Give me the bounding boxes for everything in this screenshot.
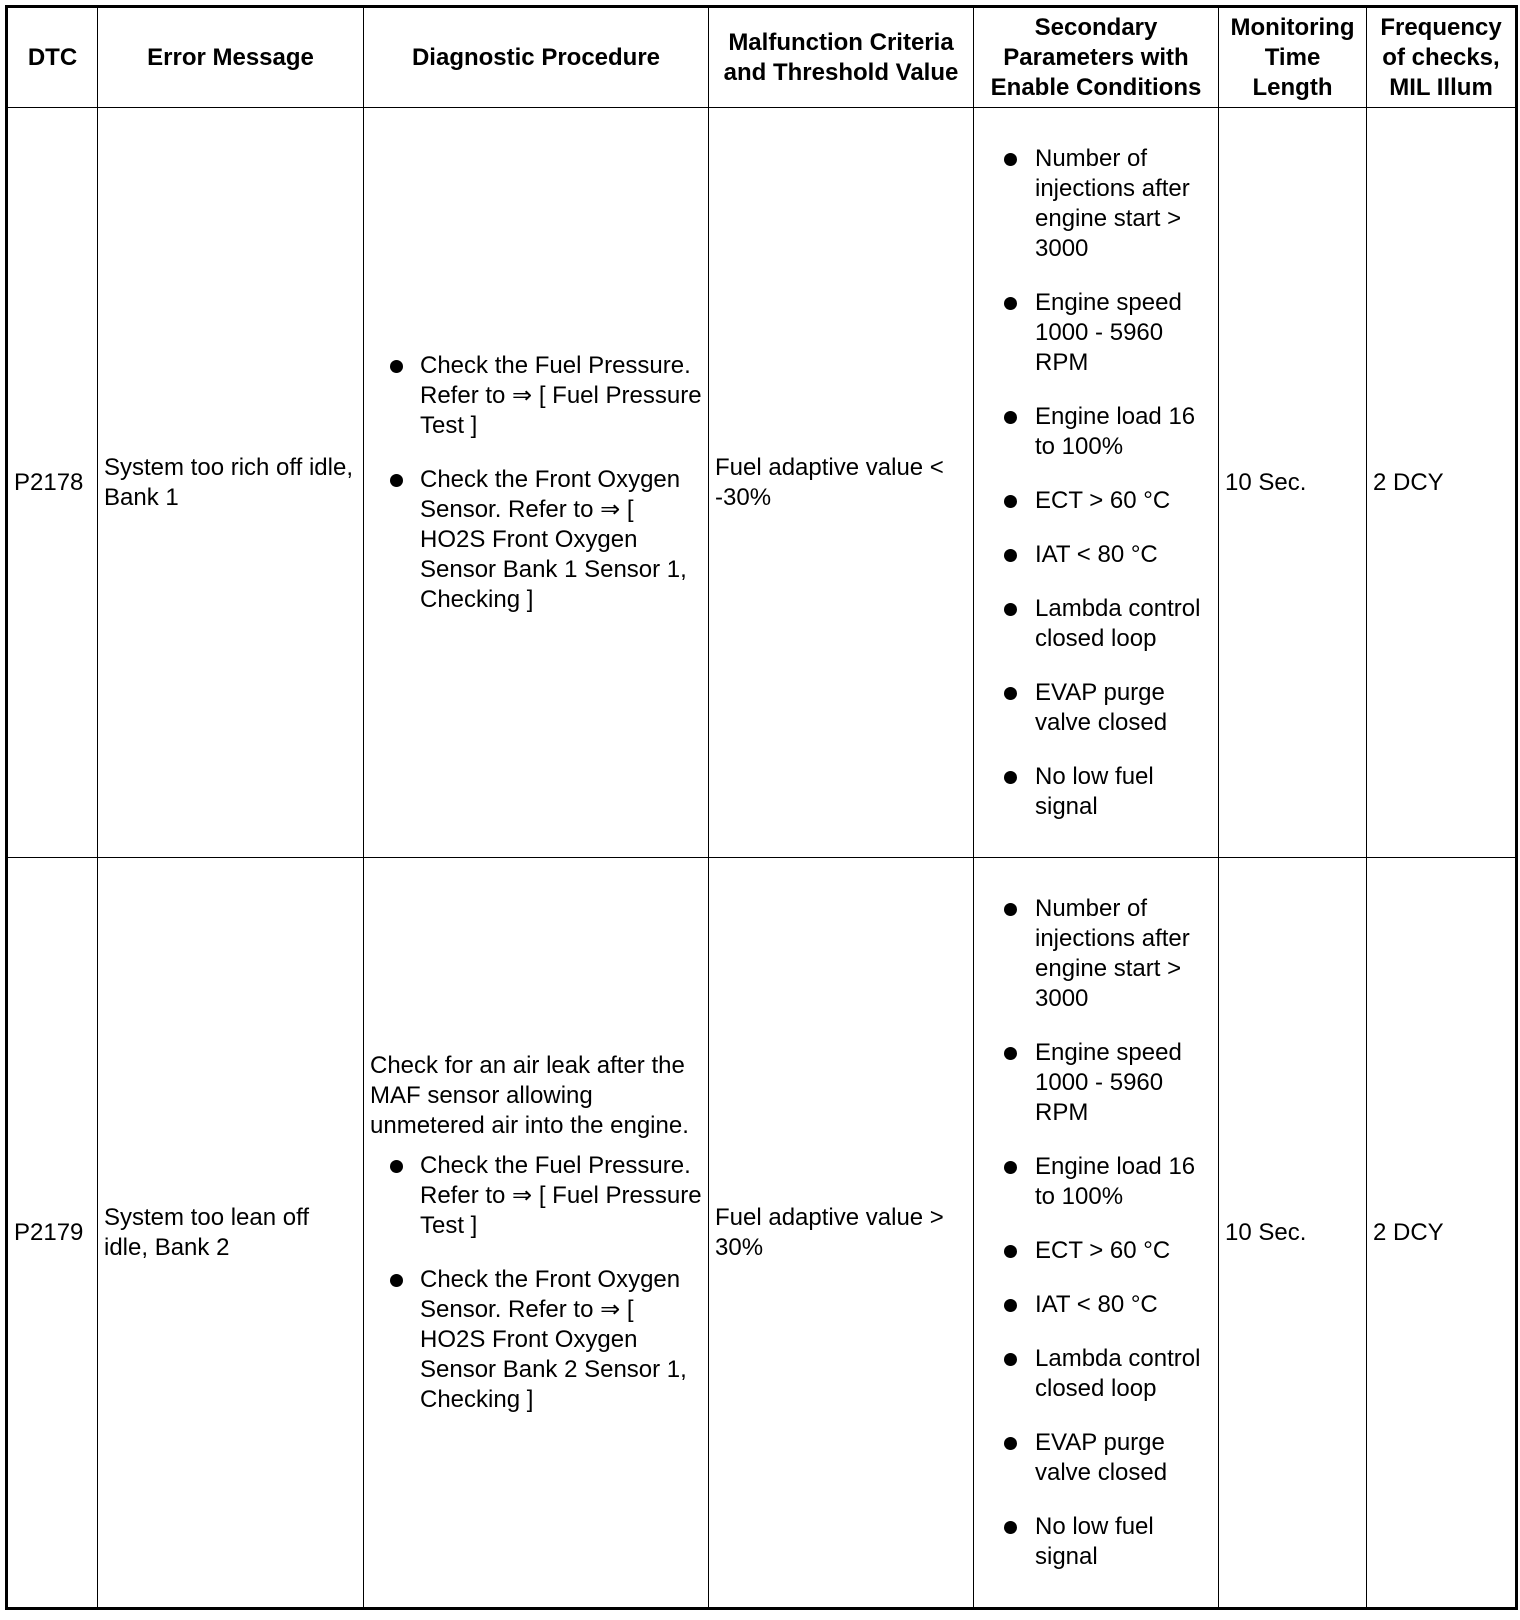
header-diagnostic-procedure: Diagnostic Procedure xyxy=(364,7,709,108)
secondary-parameters xyxy=(974,858,1219,1609)
procedure-intro: Check for an air leak after the MAF sensor allowing unmetered air into the engine. xyxy=(370,1051,689,1139)
procedure-step: Check the Fuel Pressure. Refer to ⇒ [ Fuel Pressure Test ] xyxy=(370,351,702,441)
malfunction-criteria: Fuel adaptive value < -30% xyxy=(709,108,974,858)
parameter-item: IAT < 80 °C xyxy=(980,1290,1212,1320)
header-secondary-parameters: Secondary Parameters with Enable Conditions xyxy=(974,7,1219,108)
diagnostic-procedure xyxy=(364,108,709,858)
parameter-item: EVAP purge valve closed xyxy=(980,1428,1212,1488)
parameter-item: Engine load 16 to 100% xyxy=(980,402,1212,462)
parameter-item: Engine load 16 to 100% xyxy=(980,1152,1212,1212)
header-malfunction-criteria: Malfunction Criteria and Threshold Value xyxy=(709,7,974,108)
procedure-steps xyxy=(370,1151,702,1415)
parameter-list xyxy=(980,894,1212,1572)
procedure-step: Check the Front Oxygen Sensor. Refer to ⇒ [ HO2S Front Oxygen Sensor Bank 2 Sensor 1, Checking ] xyxy=(370,1265,702,1415)
parameter-item: No low fuel signal xyxy=(980,1512,1212,1572)
dtc-code: P2178 xyxy=(7,108,98,858)
frequency: 2 DCY xyxy=(1367,108,1517,858)
header-frequency: Frequency of checks, MIL Illum xyxy=(1367,7,1517,108)
parameter-item: Lambda control closed loop xyxy=(980,1344,1212,1404)
parameter-item: Engine speed 1000 - 5960 RPM xyxy=(980,1038,1212,1128)
header-dtc: DTC xyxy=(7,7,98,108)
procedure-step: Check the Fuel Pressure. Refer to ⇒ [ Fuel Pressure Test ] xyxy=(370,1151,702,1241)
error-message: System too rich off idle, Bank 1 xyxy=(98,108,364,858)
parameter-item: Number of injections after engine start > 3000 xyxy=(980,894,1212,1014)
parameter-list xyxy=(980,144,1212,822)
procedure-step: Check the Front Oxygen Sensor. Refer to ⇒ [ HO2S Front Oxygen Sensor Bank 1 Sensor 1, Checking ] xyxy=(370,465,702,615)
error-message: System too lean off idle, Bank 2 xyxy=(98,858,364,1609)
parameter-item: Number of injections after engine start > 3000 xyxy=(980,144,1212,264)
procedure-steps xyxy=(370,351,702,615)
monitoring-time: 10 Sec. xyxy=(1219,858,1367,1609)
parameter-item: ECT > 60 °C xyxy=(980,1236,1212,1266)
dtc-code: P2179 xyxy=(7,858,98,1609)
header-error-message: Error Message xyxy=(98,7,364,108)
secondary-parameters xyxy=(974,108,1219,858)
parameter-item: No low fuel signal xyxy=(980,762,1212,822)
header-row xyxy=(7,7,1517,108)
dtc-table xyxy=(5,5,1518,1610)
parameter-item: ECT > 60 °C xyxy=(980,486,1212,516)
diagnostic-procedure xyxy=(364,858,709,1609)
frequency: 2 DCY xyxy=(1367,858,1517,1609)
malfunction-criteria: Fuel adaptive value > 30% xyxy=(709,858,974,1609)
dtc-sheet xyxy=(5,5,1515,1615)
parameter-item: Engine speed 1000 - 5960 RPM xyxy=(980,288,1212,378)
table-row xyxy=(7,858,1517,1609)
table-row xyxy=(7,108,1517,858)
parameter-item: EVAP purge valve closed xyxy=(980,678,1212,738)
monitoring-time: 10 Sec. xyxy=(1219,108,1367,858)
parameter-item: Lambda control closed loop xyxy=(980,594,1212,654)
parameter-item: IAT < 80 °C xyxy=(980,540,1212,570)
header-monitoring-time: Monitoring Time Length xyxy=(1219,7,1367,108)
